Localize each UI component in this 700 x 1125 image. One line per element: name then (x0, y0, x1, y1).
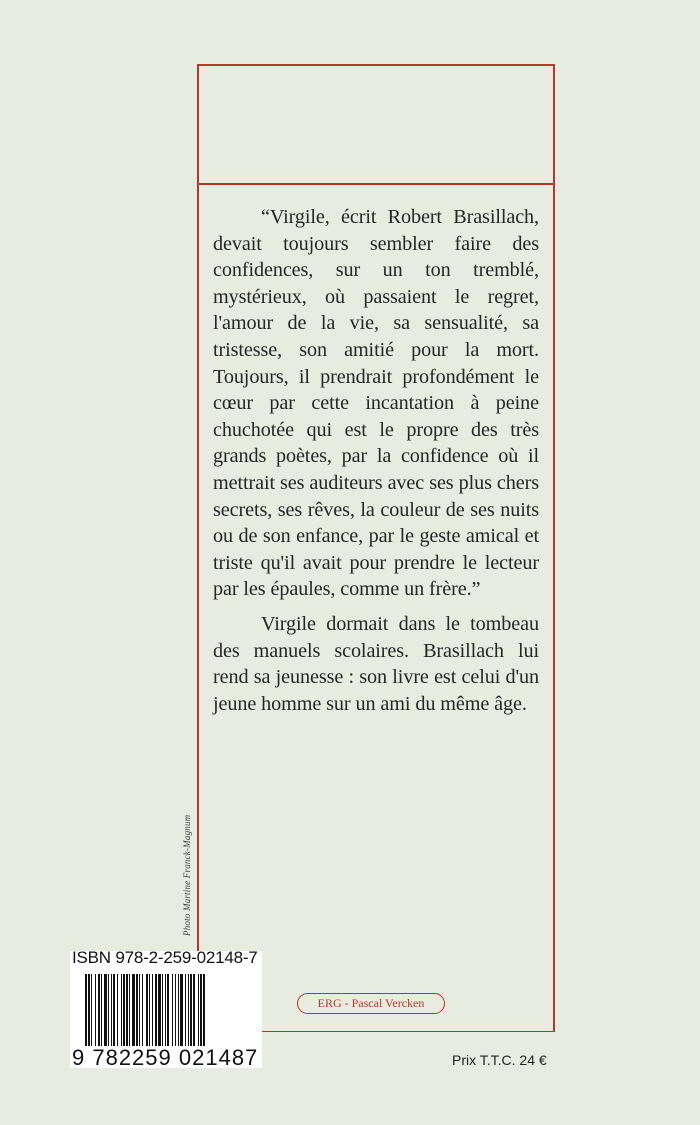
barcode-digits: 9 782259 021487 (72, 1045, 259, 1070)
blurb-paragraph-summary: Virgile dormait dans le tombeau des manuels scolaires. Brasillach lui rend sa jeunesse : son livre est celui d'un jeune homme sur un ami du même âge. (213, 612, 539, 715)
barcode-icon (85, 974, 255, 1046)
photo-credit: Photo Martine Franck-Magnum (182, 814, 192, 936)
blurb-paragraph-quote: “Virgile, écrit Robert Brasillach, devait toujours sembler faire des confidences, sur un ton tremblé, mystérieux, où passaient le regret, l'amour de la vie, sa sensualité, sa tristesse, son amitié pour la mort. Toujours, il prendrait profondément le cœur par cette incantation à peine chuchotée qui est le propre des très grands poètes, par la confidence où il mettrait ses auditeurs avec ses plus chers secrets, ses rêves, la couleur de ses nuits ou de son enfance, par le geste amical et triste qu'il avait pour prendre le lecteur par les épaules, comme un frère.” (213, 206, 539, 601)
cover-divider-rule (197, 183, 555, 185)
isbn-label: ISBN 978-2-259-02148-7 (72, 948, 258, 967)
price-label: Prix T.T.C. 24 € (452, 1052, 547, 1068)
designer-badge: ERG - Pascal Vercken (297, 993, 445, 1014)
blurb-text (213, 204, 539, 717)
